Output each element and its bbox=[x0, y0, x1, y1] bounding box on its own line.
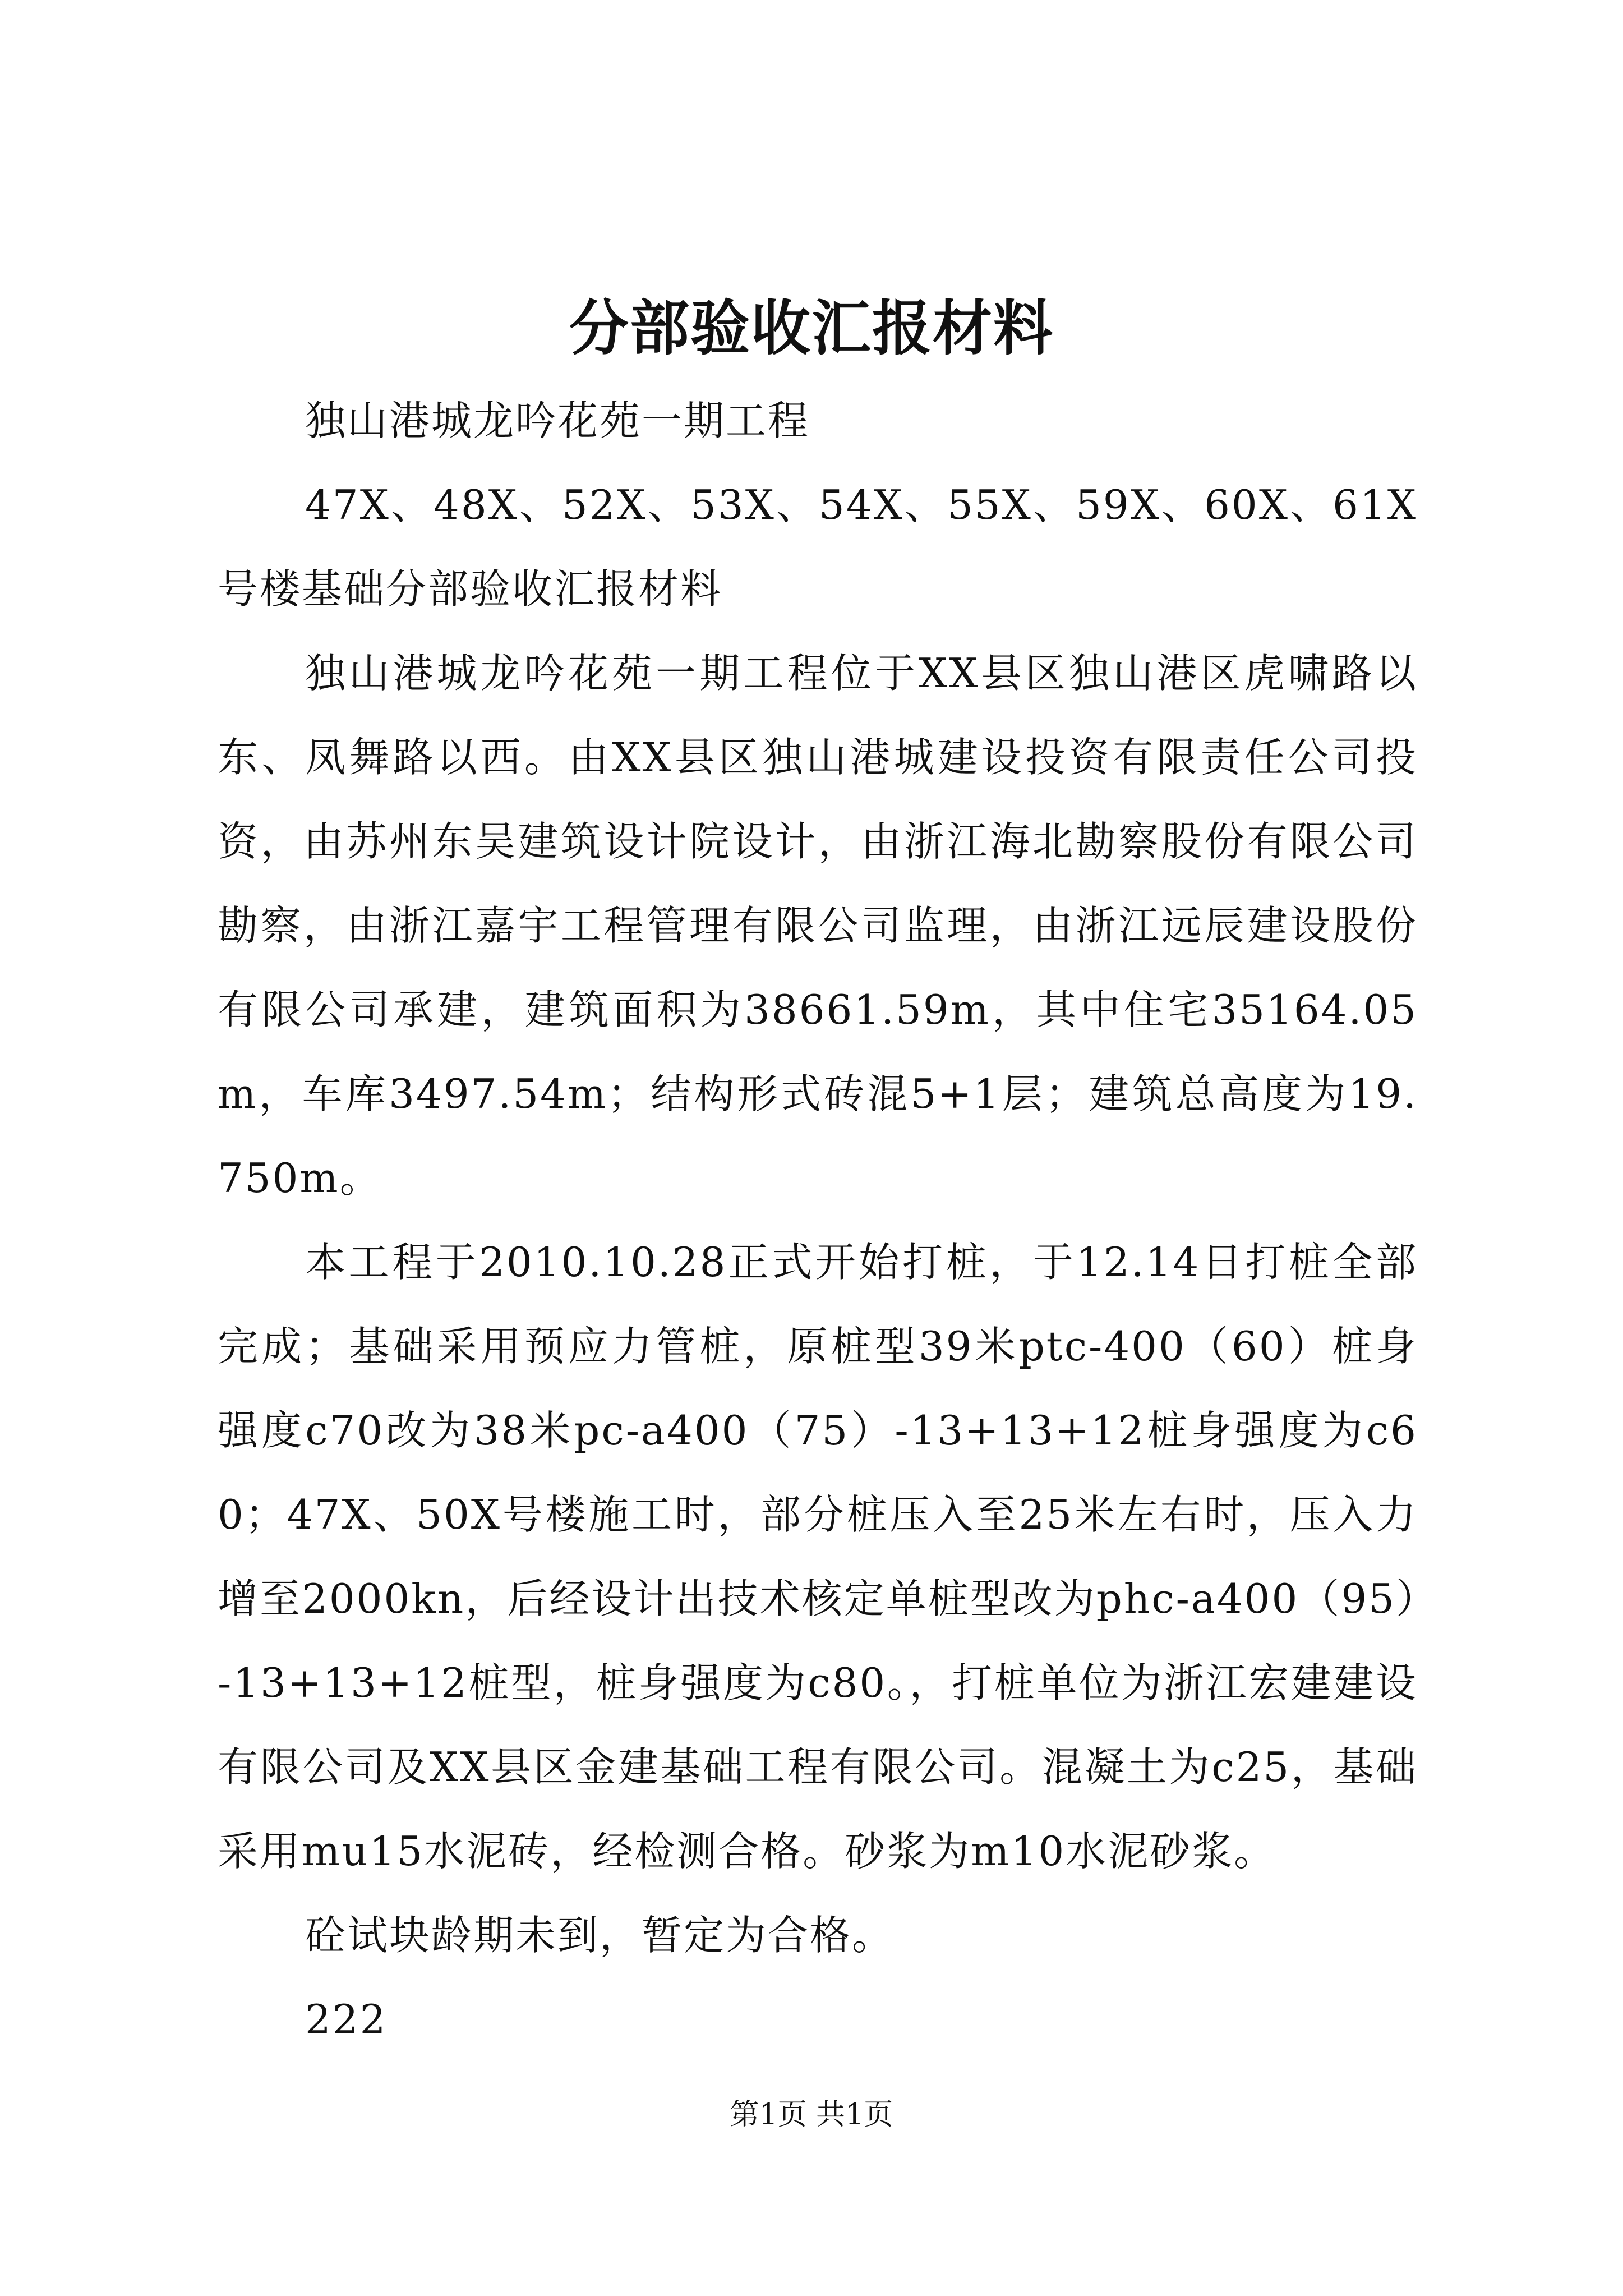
project-name-paragraph: 独山港城龙吟花苑一期工程 bbox=[305, 397, 810, 444]
trailing-number-paragraph: 222 bbox=[305, 1996, 388, 2043]
project-overview-paragraph: 独山港城龙吟花苑一期工程位于XX县区独山港区虎啸路以东、凤舞路以西。由XX县区独山港城建设投资有限责任公司投资，由苏州东吴建筑设计院设计，由浙江海北勘察股份有限公司勘察，由浙江嘉宇工程管理有限公司监理，由浙江远辰建设股份有限公司承建，建筑面积为38661.59m，其中住宅35164.05m，车库3497.54m；结构形式砖混5+1层；建筑总高度为19.750m。 bbox=[218, 650, 1418, 1202]
concrete-test-paragraph: 砼试块龄期未到，暂定为合格。 bbox=[305, 1912, 895, 1959]
page-footer: 第1页 共1页 bbox=[730, 2098, 893, 2132]
document-title: 分部验收汇报材料 bbox=[569, 293, 1054, 363]
building-list-paragraph: 47X、48X、52X、53X、54X、55X、59X、60X、61X号楼基础分部验收汇报材料 bbox=[218, 481, 1418, 613]
document-body bbox=[218, 379, 1418, 2062]
piling-details-paragraph: 本工程于2010.10.28正式开始打桩，于12.14日打桩全部完成；基础采用预应力管桩，原桩型39米ptc-400（60）桩身强度c70改为38米pc-a400（75）-13+13+12桩身强度为c60；47X、50X号楼施工时，部分桩压入至25米左右时，压入力增至2000kn，后经设计出技术核定单桩型改为phc-a400（95）-13+13+12桩型，桩身强度为c80。，打桩单位为浙江宏建建设有限公司及XX县区金建基础工程有限公司。混凝土为c25，基础采用mu15水泥砖，经检测合格。砂浆为m10水泥砂浆。 bbox=[218, 1239, 1418, 1875]
